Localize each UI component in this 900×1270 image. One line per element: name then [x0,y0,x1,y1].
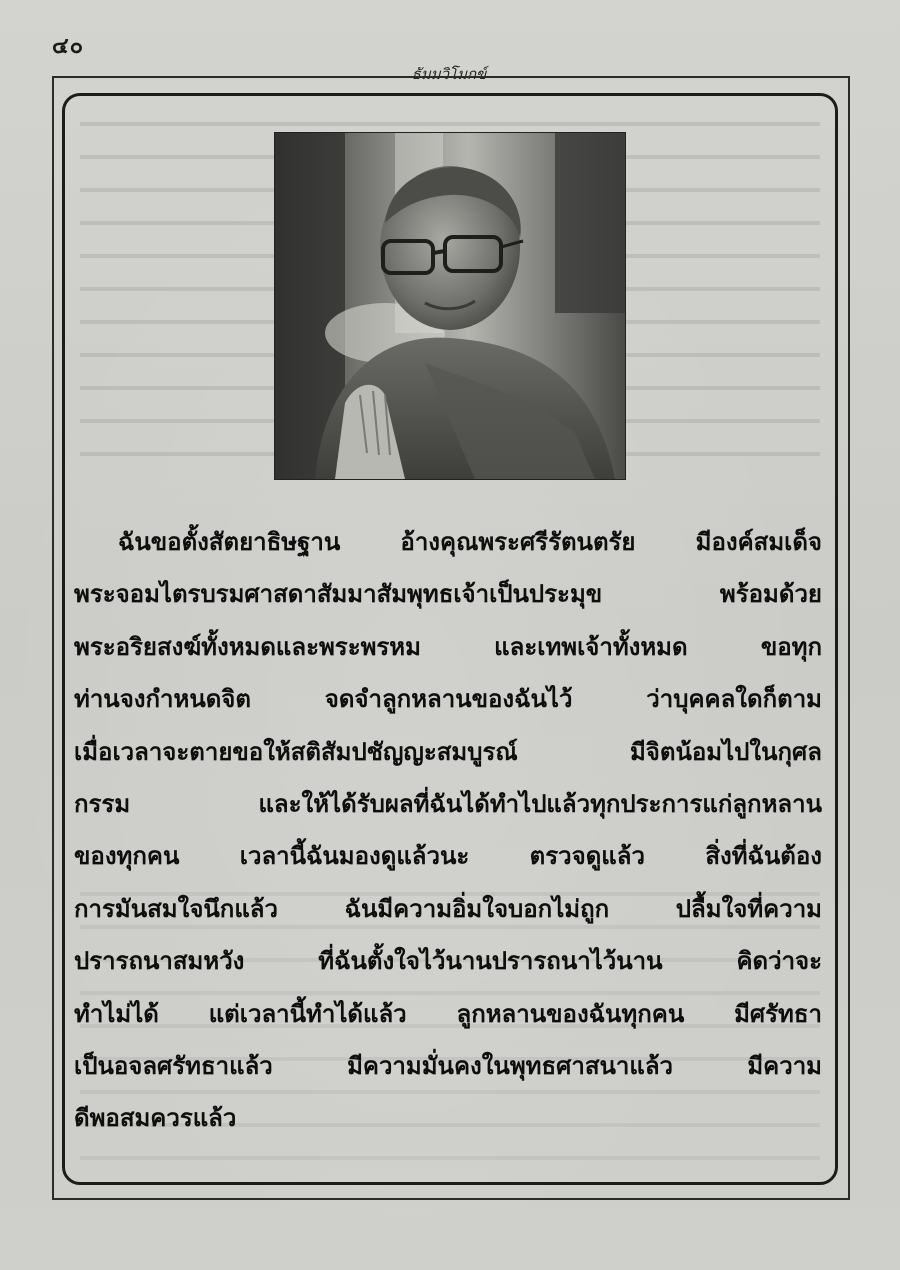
paragraph-line: การมันสมใจนึกแล้ว ฉันมีความอิ่มใจบอกไม่ถูก ปลื้มใจที่ความ [74,894,822,923]
paragraph-line: ท่านจงกำหนดจิต จดจำลูกหลานของฉันไว้ ว่าบุคคลใดก็ตาม [74,685,822,714]
monk-portrait-photo [274,132,626,480]
paragraph-line: เมื่อเวลาจะตายขอให้สติสัมปชัญญะสมบูรณ์ มีจิตน้อมไปในกุศล [74,737,822,766]
paragraph-line: ปรารถนาสมหวัง ที่ฉันตั้งใจไว้นานปรารถนาไว้นาน คิดว่าจะ [74,947,822,976]
paragraph-line: ของทุกคน เวลานี้ฉันมองดูแล้วนะ ตรวจดูแล้ว สิ่งที่ฉันต้อง [74,842,822,871]
paragraph-line: กรรม และให้ได้รับผลที่ฉันได้ทำไปแล้วทุกประการแก่ลูกหลาน [74,789,822,818]
paragraph-line: พระจอมไตรบรมศาสดาสัมมาสัมพุทธเจ้าเป็นประมุข พร้อมด้วย [74,580,822,609]
monk-portrait-illustration [275,133,625,479]
paragraph-line: ฉันขอตั้งสัตยาธิษฐาน อ้างคุณพระศรีรัตนตรัย มีองค์สมเด็จ [118,528,822,556]
running-title: ธัมมวิโมกข์ [411,65,487,83]
body-paragraph [74,516,822,1145]
paragraph-line: ทำไม่ได้ แต่เวลานี้ทำได้แล้ว ลูกหลานของฉันทุกคน มีศรัทธา [74,999,822,1028]
paragraph-line: ดีพอสมควรแล้ว [74,1104,237,1133]
paragraph-line: พระอริยสงฆ์ทั้งหมดและพระพรหม และเทพเจ้าทั้งหมด ขอทุก [74,632,822,661]
paragraph-line: เป็นอจลศรัทธาแล้ว มีความมั่นคงในพุทธศาสนาแล้ว มีความ [74,1051,822,1080]
page-number: ๔๐ [52,33,85,59]
